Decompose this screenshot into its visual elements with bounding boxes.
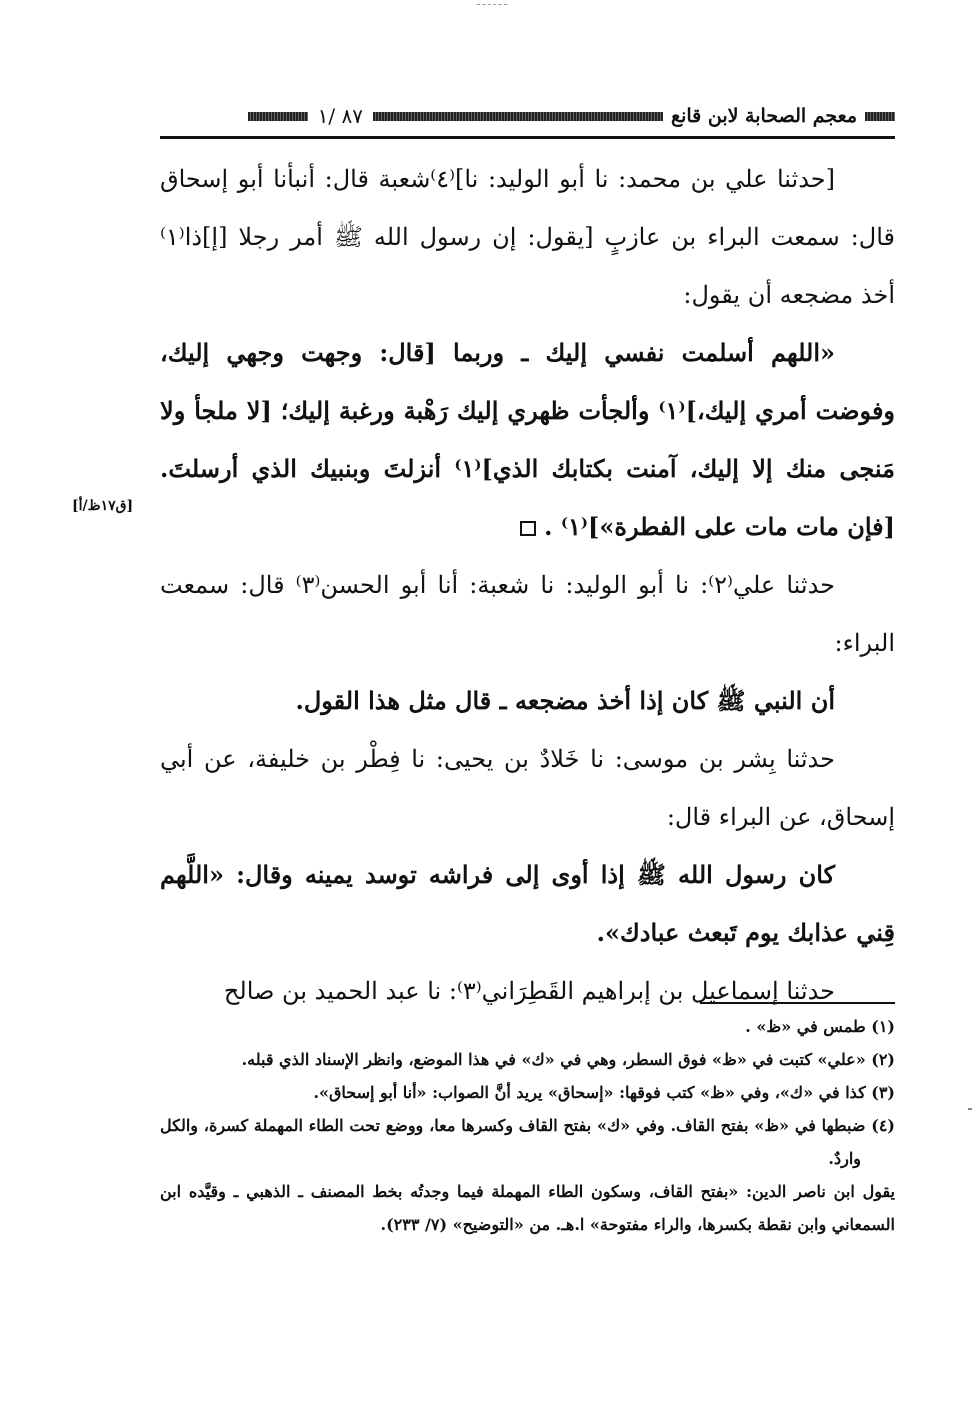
end-of-hadith-box-icon (520, 521, 536, 536)
footnotes (160, 1010, 895, 1241)
paragraph: حدثنا إسماعيل بن إبراهيم القَطِرَاني⁽٣⁾: نا عبد الحميد بن صالح (223, 977, 835, 1005)
footnote-separator (700, 1002, 895, 1004)
paragraph-hadith: أن النبي ﷺ كان إذا أخذ مضجعه ـ قال مثل هذا القول. (295, 686, 835, 715)
header-ornament (865, 112, 895, 121)
paragraph: حدثنا بِشر بن موسى: نا خَلادٌ بن يحيى: نا فِطْر بن خليفة، عن أبي إسحاق، عن البراء قال: (160, 745, 895, 831)
scan-mark (477, 4, 507, 7)
paragraph: [حدثنا علي بن محمد: نا أبو الوليد: نا]⁽٤⁾شعبة قال: أنبأنا أبو إسحاق قال: سمعت البراء بن عازبٍ [يقول: إن رسول الله ﷺ أمر رجلا [إ]ذا⁽١⁾ أخذ مضجعه أن يقول: (160, 165, 895, 309)
book-title: معجم الصحابة لابن قانع (670, 105, 857, 127)
main-text (160, 150, 895, 1020)
hadith-text: «اللهم أسلمت نفسي إليك ـ وربما [قال: وجهت وجهي إليك، وفوضت أمري إليك،]⁽١⁾ وألجأت ظهري إليك رَهْبة ورغبة إليك؛ [لا ملجأ ولا مَنجى منك إلا إليك، آمنت بكتابك الذي]⁽١⁾ أنزلتَ وبنبيك الذي أرسلتَ. [فإن مات مات على الفطرة»]⁽١⁾ . (160, 338, 896, 541)
page-number: ٨٧ /١ (317, 104, 363, 128)
manuscript-folio-note: [ق١٧ظ/أ] (72, 498, 134, 514)
header-ornament (373, 112, 663, 121)
footnote: (٤) ضبطها في «ظ» بفتح القاف. وفي «ك» بفتح القاف وكسرها معا، ووضع تحت الطاء المهملة كسرة، والكل واردٌ. (160, 1116, 895, 1168)
scan-mark (968, 1108, 972, 1110)
footnote: (٣) كذا في «ك»، وفي «ظ» كتب فوقها: «إسحاق» يريد أنَّ الصواب: «أنا أبو إسحاق». (313, 1083, 895, 1102)
footnote: (٢) «علي» كتبت في «ظ» فوق السطر، وهي في «ك» في هذا الموضع، وانظر الإسناد الذي قبله. (241, 1050, 895, 1069)
paragraph-hadith: كان رسول الله ﷺ إذا أوى إلى فراشه توسد يمينه وقال: «اللَّهم قِني عذابك يوم تَبعث عبادك». (160, 860, 895, 947)
running-header (160, 96, 895, 139)
header-ornament (248, 112, 308, 121)
paragraph: حدثنا علي⁽٢⁾: نا أبو الوليد: نا شعبة: أنا أبو الحسن⁽٣⁾ قال: سمعت البراء: (160, 571, 895, 657)
footnote: (١) طمس في «ظ» . (745, 1017, 895, 1036)
paragraph-hadith (160, 324, 895, 556)
footnote-continuation: يقول ابن ناصر الدين: «بفتح القاف، وسكون الطاء المهملة فيما وجدتُه بخط المصنف ـ الذهبي ـ وقيَّده ابن السمعاني وابن نقطة بكسرها، والراء مفتوحة» ا.هـ. من «التوضيح» (٧/ ٢٣٣). (160, 1182, 896, 1234)
